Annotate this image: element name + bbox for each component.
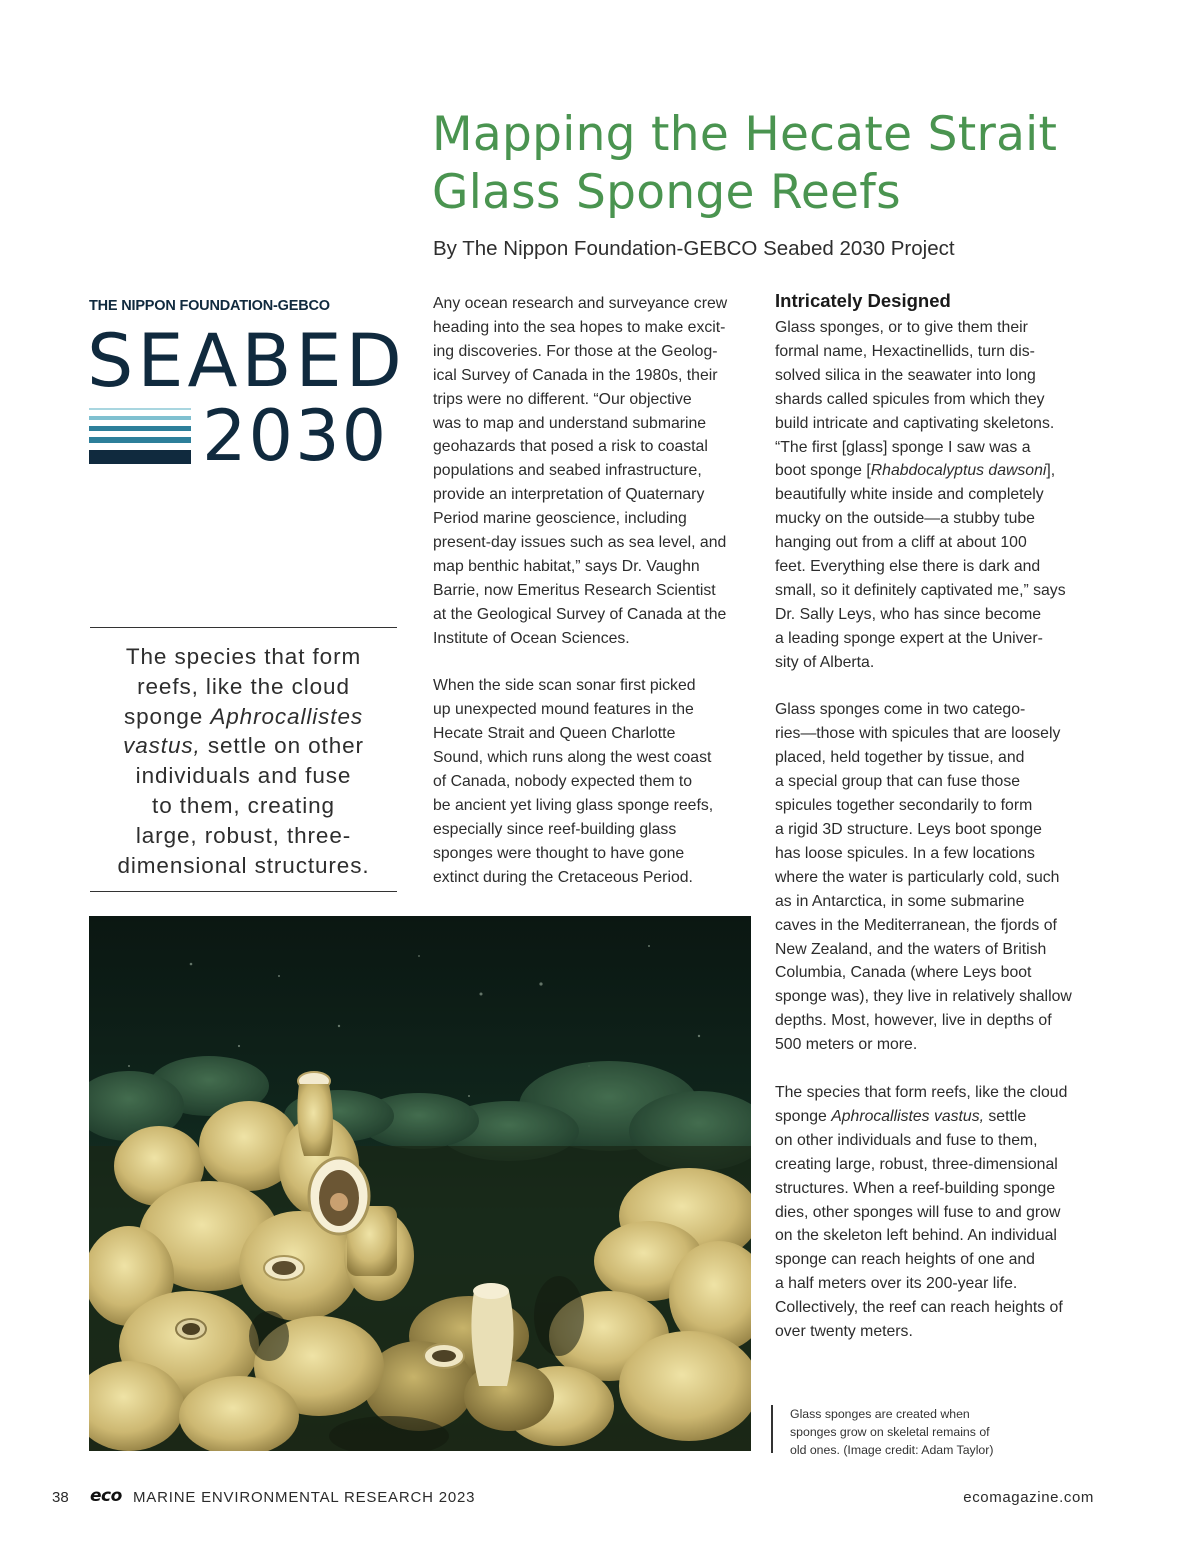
logo-year: 2030: [202, 395, 389, 477]
glass-sponge-reef-photo: [89, 916, 751, 1451]
seabed-2030-logo: [87, 298, 406, 477]
pull-quote-line: sponge Aphrocallistes: [123, 703, 364, 729]
pull-quote: [90, 627, 397, 892]
page-number: 38: [52, 1489, 69, 1506]
article-column-right: [775, 316, 1105, 1344]
pull-quote-line: reefs, like the cloud: [137, 673, 350, 699]
title-line: Glass Sponge Reefs: [432, 165, 901, 220]
pull-quote-line: large, robust, three-: [135, 822, 352, 848]
title-line: Mapping the Hecate Strait: [432, 107, 1058, 162]
caption-line: Glass sponges are created when: [790, 1407, 970, 1421]
website-url: ecomagazine.com: [963, 1489, 1094, 1506]
eco-logo: eco: [90, 1486, 122, 1506]
article-column-left: [433, 292, 758, 890]
publication-name: MARINE ENVIRONMENTAL RESEARCH 2023: [133, 1489, 476, 1506]
caption-line: sponges grow on skeletal remains of: [790, 1425, 990, 1439]
pull-quote-line: dimensional structures.: [117, 852, 370, 878]
caption-line: old ones. (Image credit: Adam Taylor): [790, 1443, 994, 1457]
logo-wave-bars-icon: [89, 408, 191, 468]
pull-quote-line: to them, creating: [152, 792, 335, 818]
paragraph: Any ocean research and surveyance crew heading into the sea hopes to make excit- ing discoveries. For those at the Geolog- ical Survey of Canada in the 1980s, their trips were no different. “Our objective was to map and understand submarine geohazards that posed a risk to coastal populations and seabed infrastructure, provide an interpretation of Quaternary Period marine geoscience, including present-day issues such as sea level, and map benthic habitat,” says Dr. Vaughn Barrie, now Emeritus Research Scientist at the Geological Survey of Canada at the Institute of Ocean Sciences.: [433, 295, 728, 647]
byline: By The Nippon Foundation-GEBCO Seabed 2030 Project: [433, 237, 955, 260]
paragraph: When the side scan sonar first picked up unexpected mound features in the Hecate Strait and Queen Charlotte Sound, which runs along the west coast of Canada, nobody expected them to be ancient yet living glass sponge reefs, especially since reef-building glass sponges were thought to have gone extinct during the Cretaceous Period.: [433, 677, 714, 886]
article-title: [432, 106, 1152, 222]
logo-top-text: THE NIPPON FOUNDATION-GEBCO: [89, 298, 330, 314]
photo-caption: [771, 1405, 1051, 1457]
pull-quote-line: individuals and fuse: [135, 763, 352, 789]
pull-quote-line: vastus, settle on other: [123, 733, 364, 759]
pull-quote-line: The species that form: [125, 644, 362, 669]
logo-word: SEABED: [87, 319, 406, 404]
paragraph: The species that form reefs, like the cloud sponge Aphrocallistes vastus, settle on other individuals and fuse to them, creating large, robust, three-dimensional structures. When a reef-building sponge dies, other sponges will fuse to and grow on the skeleton left behind. An individual sponge can reach heights of one and a half meters over its 200-year life. Collectively, the reef can reach heights of over twenty meters.: [775, 1083, 1068, 1341]
paragraph: Glass sponges, or to give them their formal name, Hexactinellids, turn dis- solved silica in the seawater into long shards called spicules from which they build intricate and captivating skeletons. “The first [glass] sponge I saw was a boot sponge [Rhabdocalyptus dawsoni], beautifully white inside and completely mucky on the outside—a stubby tube hanging out from a cliff at about 100 feet. Everything else there is dark and small, so it definitely captivated me,” says Dr. Sally Leys, who has since become a leading sponge expert at the Univer- sity of Alberta.: [775, 319, 1066, 671]
page-footer: [52, 1486, 1094, 1511]
section-heading: Intricately Designed: [775, 290, 951, 311]
paragraph: Glass sponges come in two catego- ries—those with spicules that are loosely placed, held together by tissue, and a special group that can fuse those spicules together secondarily to form a rigid 3D structure. Leys boot sponge has loose spicules. In a few locations where the water is particularly cold, such as in Antarctica, in some submarine caves in the Mediterranean, the fjords of New Zealand, and the waters of British Columbia, Canada (where Leys boot sponge was), they live in relatively shallow depths. Most, however, live in depths of 500 meters or more.: [775, 701, 1072, 1054]
